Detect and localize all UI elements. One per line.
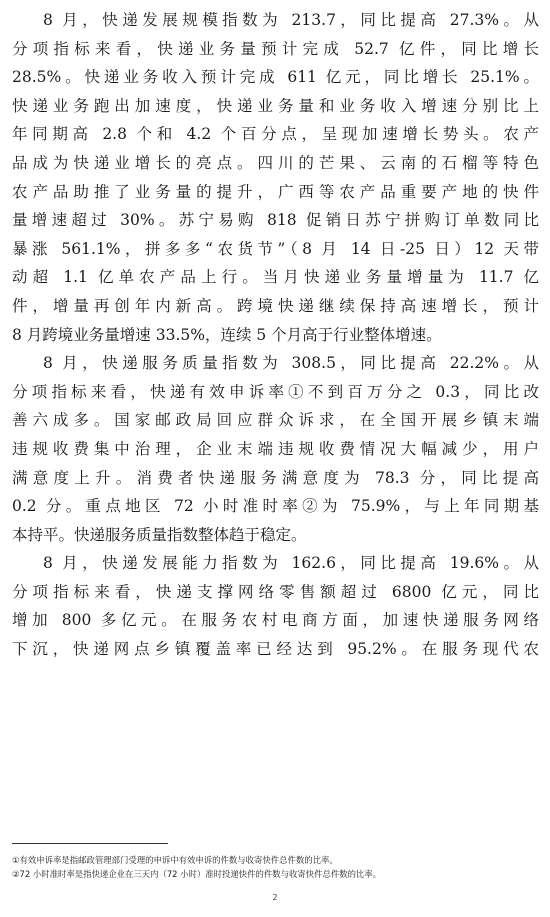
text-line: 量增速超过 30%。苏宁易购 818 促销日苏宁拼购订单数同比 [12,211,539,230]
text-line: 善六成多。国家邮政局回应群众诉求，在全国开展乡镇末端 [12,411,539,430]
paragraph-development-scale [12,6,539,349]
text-line: 8 月，快递服务质量指数为 308.5，同比提高 22.2%。从 [43,354,539,373]
text-line: 农产品助推了业务量的提升，广西等农产品重要产地的快件 [12,182,539,201]
page-number: 2 [272,893,278,902]
text-line: 分项指标来看，快递业务量预计完成 52.7 亿件，同比增长 [12,39,539,58]
text-line: 增加 800 多亿元。在服务农村电商方面，加速快递服务网络 [12,611,539,630]
text-line: 28.5%。快递业务收入预计完成 611 亿元，同比增长 25.1%。 [12,68,539,87]
text-line: 8 月跨境业务量增速 33.5%，连续 5 个月高于行业整体增速。 [12,325,442,344]
text-line: 8 月，快递发展能力指数为 162.6，同比提高 19.6%。从 [43,554,539,573]
text-line: 0.2 分。重点地区 72 小时准时率②为 75.9%，与上年同期基 [12,497,539,516]
footnotes [12,853,542,881]
text-line: 动超 1.1 亿单农产品上行。当月快递业务量增量为 11.7 亿 [12,268,539,287]
text-line: 年同期高 2.8 个和 4.2 个百分点，呈现加速增长势头。农产 [12,125,539,144]
body-text [12,6,539,664]
footnote-on-time-rate: ②72 小时准时率是指快递企业在三天内（72 小时）准时投递快件的件数与收寄快件总件数的比率。 [12,869,382,879]
footnote-divider [12,843,168,844]
text-line: 8 月，快递发展规模指数为 213.7，同比提高 27.3%。从 [43,11,539,29]
text-line: 分项指标来看，快递有效申诉率①不到百万分之 0.3，同比改 [12,382,539,401]
paragraph-service-quality [12,349,539,549]
text-line: 违规收费集中治理，企业末端违规收费情况大幅减少，用户 [12,439,539,458]
text-line: 分项指标来看，快递支撑网络零售额超过 6800 亿元，同比 [12,582,539,601]
footnote-appeal-rate: ①有效申诉率是指邮政管理部门受理的申诉中有效申诉的件数与收寄快件总件数的比率。 [12,855,338,865]
text-line: 品成为快递业增长的亮点。四川的芒果、云南的石榴等特色 [12,153,539,172]
text-line: 下沉，快递网点乡镇覆盖率已经达到 95.2%。在服务现代农 [12,640,539,659]
text-line: 件，增量再创年内新高。跨境快递继续保持高速增长，预计 [12,296,539,315]
text-line: 本持平。快递服务质量指数整体趋于稳定。 [12,525,307,544]
text-line: 快递业务跑出加速度，快递业务量和业务收入增速分别比上 [12,96,539,115]
paragraph-development-capacity [12,549,539,663]
text-line: 暴涨 561.1%，拼多多“农货节”（8 月 14 日-25 日）12 天带 [12,239,539,258]
text-line: 满意度上升。消费者快递服务满意度为 78.3 分，同比提高 [12,468,539,487]
